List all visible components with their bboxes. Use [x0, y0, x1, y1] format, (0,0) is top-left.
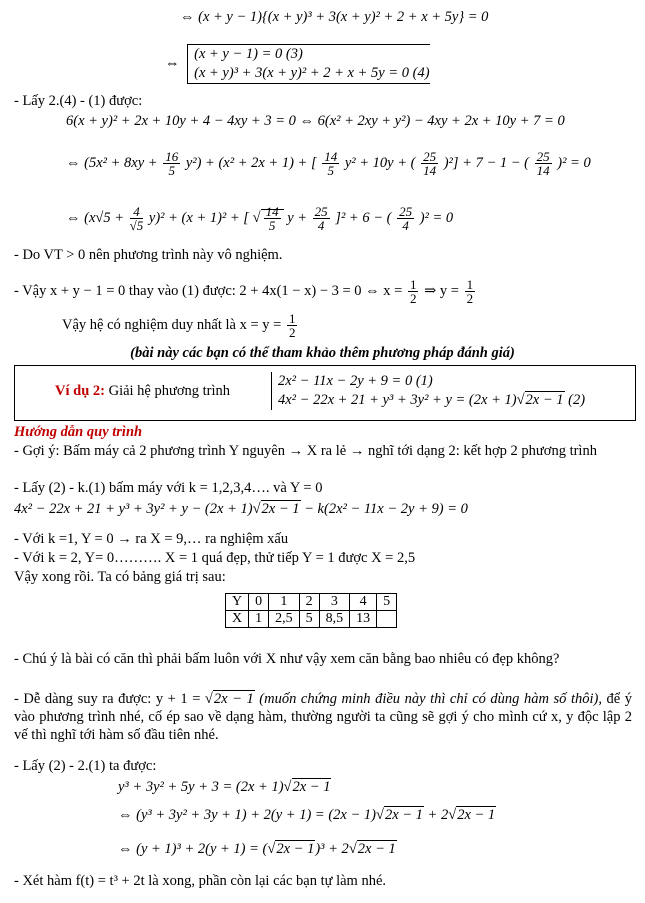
frac-den: 2 [409, 291, 417, 306]
table-cell: 1 [249, 611, 269, 628]
example-2-heading [55, 382, 230, 400]
fraction-25-4-b [397, 205, 414, 232]
no-solution-note: - Do VT > 0 nên phương trình này vô nghiệm. [14, 247, 283, 263]
frac-num: 1 [288, 311, 296, 326]
table-cell: 2,5 [269, 611, 300, 628]
t3-part-b: )³ + 2 [315, 841, 349, 857]
fraction-25-4 [313, 205, 330, 232]
equation-line-4: 6(x + y)² + 2x + 10y + 4 − 4xy + 3 = 0 ⇔ 6(x² + 2xy + y²) − 4xy + 2x + 10y + 7 = 0 [66, 113, 565, 129]
equation-line-6 [66, 205, 453, 232]
example-2-box [14, 365, 636, 421]
t2-sqrt-1: 2x − 1 [384, 807, 423, 823]
frac-den: √5 [129, 218, 144, 233]
fraction-14-5 [264, 205, 281, 232]
example-text: Giải hệ phương trình [108, 383, 231, 399]
fraction-14-5 [322, 150, 339, 177]
deduce-part-d: để ý vào phương trình nhé, cố ép sao về dạng hàm, thường người ta cũng sẽ gợi ý cho mình cứ x, y độc lập 2 vế thì nghĩ tới hàm số đầu tiên nhé. [14, 691, 633, 743]
eq2-label: (2) [568, 392, 586, 408]
example-title: Ví dụ 2: [55, 383, 105, 399]
eq6-part-b: y)² + (x + 1)² + [ [148, 209, 249, 226]
transform-eq-3: ⇔ (y + 1)³ + 2(y + 1) = (√2x − 1)³ + 2√2x − 1 [118, 841, 396, 857]
eq5-part-c: y² + 10y + ( [344, 154, 416, 171]
frac-den: 4 [317, 218, 325, 233]
frac-num: 25 [314, 204, 328, 219]
eq2-sqrt: 2x − 1 [525, 392, 564, 408]
guide-k-equation: 4x² − 22x + 21 + y³ + 3y² + y − (2x + 1)√2x − 1 − k(2x² − 11x − 2y + 9) = 0 [14, 501, 468, 517]
eq5-part-d: )²] + 7 − 1 − ( [443, 154, 529, 171]
frac-num: 25 [536, 149, 550, 164]
system-brace [271, 372, 585, 410]
fraction-4-sqrt5 [130, 205, 144, 232]
frac-num: 1 [409, 277, 417, 292]
guide-k2: - Với k = 2, Y= 0………. X = 1 quá đẹp, thử tiếp Y = 1 được X = 2,5 [14, 550, 416, 566]
frac-den: 2 [466, 291, 474, 306]
table-cell: 1 [269, 594, 300, 611]
frac-den: 14 [423, 163, 437, 178]
frac-num: 16 [165, 149, 179, 164]
table-cell: 0 [249, 594, 269, 611]
example-system [267, 372, 585, 410]
guide-hint: - Gợi ý: Bấm máy cả 2 phương trình Y nguyên → X ra lẻ → nghĩ tới dạng 2: kết hợp 2 phương trình [14, 443, 597, 459]
equation-system-3-4 [165, 44, 430, 84]
sub-part-b: ⇒ y = [424, 282, 459, 299]
t2-part-a: ⇔ (y³ + 3y² + 3y + 1) + 2(y + 1) = (2x − 1) [118, 807, 376, 823]
table-row [226, 594, 397, 611]
t3-part-a: ⇔ (y + 1)³ + 2(y + 1) = ( [118, 841, 268, 857]
frac-den: 5 [168, 163, 175, 178]
fraction-25-14-b [535, 150, 552, 177]
table-cell: 8,5 [319, 611, 350, 628]
t3-sqrt-1: 2x − 1 [276, 841, 315, 857]
fraction-25-14 [421, 150, 438, 177]
frac-den: 14 [536, 163, 550, 178]
table-cell: 4 [350, 594, 377, 611]
frac-den: 5 [327, 163, 334, 178]
step-label-2-4-minus-1: - Lấy 2.(4) - (1) được: [14, 93, 143, 109]
t1-sqrt: 2x − 1 [292, 779, 331, 795]
example-eq-2: 4x² − 22x + 21 + y³ + 3y² + y = (2x + 1)√2x − 1 (2) [278, 392, 586, 408]
fraction-1-2-b [465, 278, 476, 305]
table-header-cell: X [226, 611, 249, 628]
eq6-part-d: ]² + 6 − ( [335, 209, 392, 226]
k-eq-part-c: − k(2x² − 11x − 2y + 9) = 0 [304, 501, 468, 517]
deduce-sqrt: 2x − 1 [213, 691, 254, 707]
value-table [225, 593, 397, 628]
guide-k1: - Với k =1, Y = 0 → ra X = 9,… ra nghiệm xấu [14, 531, 289, 547]
deduce-part-a: - Dễ dàng suy ra được: y + 1 = [14, 691, 201, 707]
fraction-16-5 [163, 150, 180, 177]
k-eq-part-a: 4x² − 22x + 21 + y³ + 3y² + y − (2x + 1) [14, 501, 253, 517]
t2-part-b: + 2 [427, 807, 449, 823]
frac-num: 14 [324, 149, 338, 164]
bracket-system [187, 44, 429, 84]
eq2-part-a: 4x² − 22x + 21 + y³ + 3y² + y = (2x + 1) [278, 392, 517, 408]
equation-3: (x + y − 1) = 0 (3) [194, 46, 303, 62]
deduce-aside: (muốn chứng minh điều này thì chỉ có dùng hàm số thôi), [259, 691, 602, 707]
note-deduce: - Dễ dàng suy ra được: y + 1 = √2x − 1 (muốn chứng minh điều này thì chỉ có dùng hàm số thôi), để ý vào phương trình nhé, cố ép sao về dạng hàm, thường người ta cũng sẽ gợi ý cho mình cứ x, y độc lập 2 vế thì nghĩ tới hàm số đầu tiên nhé. [14, 691, 633, 743]
eq5-part-a: ⇔ (5x² + 8xy + [66, 154, 158, 171]
equation-4: (x + y)³ + 3(x + y)² + 2 + x + 5y = 0 (4) [194, 65, 430, 81]
table-row [226, 611, 397, 628]
equation-line-5 [66, 150, 591, 177]
frac-den: 5 [268, 218, 276, 233]
table-cell: 2 [299, 594, 319, 611]
sqrt-fraction-14-5 [261, 204, 284, 233]
t2-sqrt-2: 2x − 1 [457, 807, 496, 823]
t3-sqrt-2: 2x − 1 [357, 841, 396, 857]
guide-table-intro: Vậy xong rồi. Ta có bảng giá trị sau: [14, 569, 226, 585]
table-cell: 5 [377, 594, 397, 611]
table-header-cell: Y [226, 594, 249, 611]
frac-den: 2 [288, 325, 296, 340]
table-cell [377, 611, 397, 628]
transform-eq-2: ⇔ (y³ + 3y² + 3y + 1) + 2(y + 1) = (2x − 1)√2x − 1 + 2√2x − 1 [118, 807, 496, 823]
frac-den: 4 [402, 218, 409, 233]
eq6-part-a: ⇔ (x√5 + [66, 209, 125, 226]
sqrt-symbol: √ [252, 209, 261, 226]
reference-note: (bài này các bạn có thể tham khảo thêm phương pháp đánh giá) [130, 345, 515, 361]
unique-solution-text: Vậy hệ có nghiệm duy nhất là x = y = [62, 316, 282, 333]
table-cell: 5 [299, 611, 319, 628]
equation-line-1 [180, 8, 488, 26]
fraction-1-2 [408, 278, 419, 305]
step-2-minus-2-1: - Lấy (2) - 2.(1) ta được: [14, 758, 157, 774]
fraction-1-2-c [287, 312, 298, 339]
k-eq-sqrt: 2x − 1 [261, 501, 300, 517]
t1-part-a: y³ + 3y² + 5y + 3 = (2x + 1) [118, 779, 284, 795]
guide-step-k: - Lấy (2) - k.(1) bấm máy với k = 1,2,3,4…. và Y = 0 [14, 480, 323, 496]
eq5-part-e: )² = 0 [557, 154, 591, 171]
table-cell: 13 [350, 611, 377, 628]
transform-eq-1: y³ + 3y² + 5y + 3 = (2x + 1)√2x − 1 [118, 779, 331, 795]
sub-part-a: - Vậy x + y − 1 = 0 thay vào (1) được: 2 + 4x(1 − x) − 3 = 0 ⇔ x = [14, 282, 403, 299]
eq6-part-c: y + [287, 209, 308, 226]
function-note: - Xét hàm f(t) = t³ + 2t là xong, phần còn lại các bạn tự làm nhé. [14, 873, 387, 889]
frac-num: 14 [265, 204, 279, 219]
example-eq-1: 2x² − 11x − 2y + 9 = 0 (1) [278, 373, 433, 389]
table-cell: 3 [319, 594, 350, 611]
eq5-part-b: y²) + (x² + 2x + 1) + [ [185, 154, 317, 171]
frac-num: 4 [130, 205, 144, 219]
equiv-symbol: ⇔ [165, 55, 180, 72]
frac-num: 25 [423, 149, 437, 164]
note-sqrt-check: - Chú ý là bài có căn thì phải bấm luôn với X như vậy xem căn bằng bao nhiêu có đẹp không? [14, 651, 560, 667]
eq6-part-e: )² = 0 [419, 209, 454, 226]
equation-text: ⇔ (x + y − 1){(x + y)³ + 3(x + y)² + 2 + x + 5y} = 0 [180, 9, 489, 25]
substitution-line [14, 278, 477, 305]
frac-num: 1 [466, 277, 474, 292]
unique-solution-line [62, 312, 299, 339]
frac-num: 25 [399, 204, 413, 219]
guide-heading: Hướng dẫn quy trình [14, 424, 143, 440]
